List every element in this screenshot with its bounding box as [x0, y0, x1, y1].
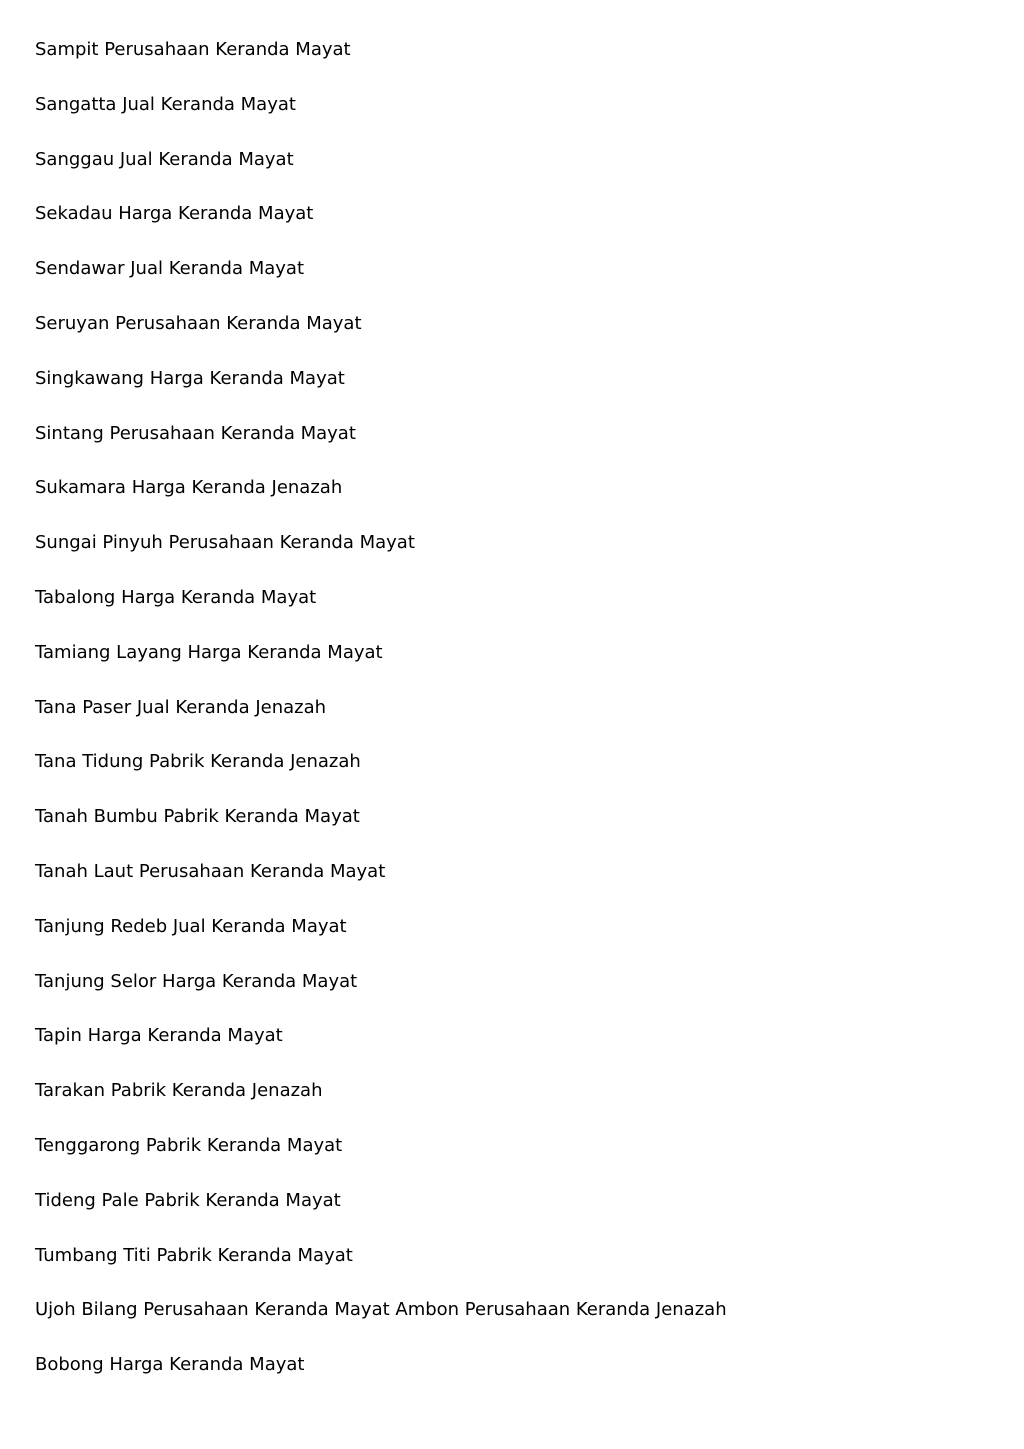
text-line-list	[35, 36, 995, 1406]
text-line: Tumbang Titi Pabrik Keranda Mayat	[35, 1244, 353, 1266]
text-line: Bobong Harga Keranda Mayat	[35, 1354, 305, 1376]
text-line: Sungai Pinyuh Perusahaan Keranda Mayat	[35, 532, 415, 554]
text-line: Ujoh Bilang Perusahaan Keranda Mayat Ambon Perusahaan Keranda Jenazah	[35, 1299, 727, 1321]
text-line: Sangatta Jual Keranda Mayat	[35, 93, 296, 115]
text-line: Tana Paser Jual Keranda Jenazah	[35, 696, 327, 718]
text-line: Tanah Laut Perusahaan Keranda Mayat	[35, 860, 386, 882]
text-line: Sendawar Jual Keranda Mayat	[35, 258, 305, 280]
text-line: Tabalong Harga Keranda Mayat	[35, 586, 317, 608]
text-line: Tanah Bumbu Pabrik Keranda Mayat	[35, 806, 360, 828]
text-line: Sekadau Harga Keranda Mayat	[35, 203, 314, 225]
text-line: Sukamara Harga Keranda Jenazah	[35, 477, 343, 499]
text-line: Tanjung Redeb Jual Keranda Mayat	[35, 915, 347, 937]
text-line: Sampit Perusahaan Keranda Mayat	[35, 39, 351, 60]
text-line: Singkawang Harga Keranda Mayat	[35, 367, 345, 389]
text-line: Tarakan Pabrik Keranda Jenazah	[35, 1080, 323, 1102]
text-line: Tenggarong Pabrik Keranda Mayat	[35, 1134, 343, 1156]
text-line: Tana Tidung Pabrik Keranda Jenazah	[35, 751, 361, 773]
text-line: Seruyan Perusahaan Keranda Mayat	[35, 312, 362, 334]
text-line: Sintang Perusahaan Keranda Mayat	[35, 422, 356, 444]
text-line: Tideng Pale Pabrik Keranda Mayat	[35, 1189, 341, 1211]
text-line: Sanggau Jual Keranda Mayat	[35, 148, 294, 170]
text-line: Tamiang Layang Harga Keranda Mayat	[35, 641, 383, 663]
text-line: Tapin Harga Keranda Mayat	[35, 1025, 283, 1047]
text-line: Tanjung Selor Harga Keranda Mayat	[35, 970, 358, 992]
